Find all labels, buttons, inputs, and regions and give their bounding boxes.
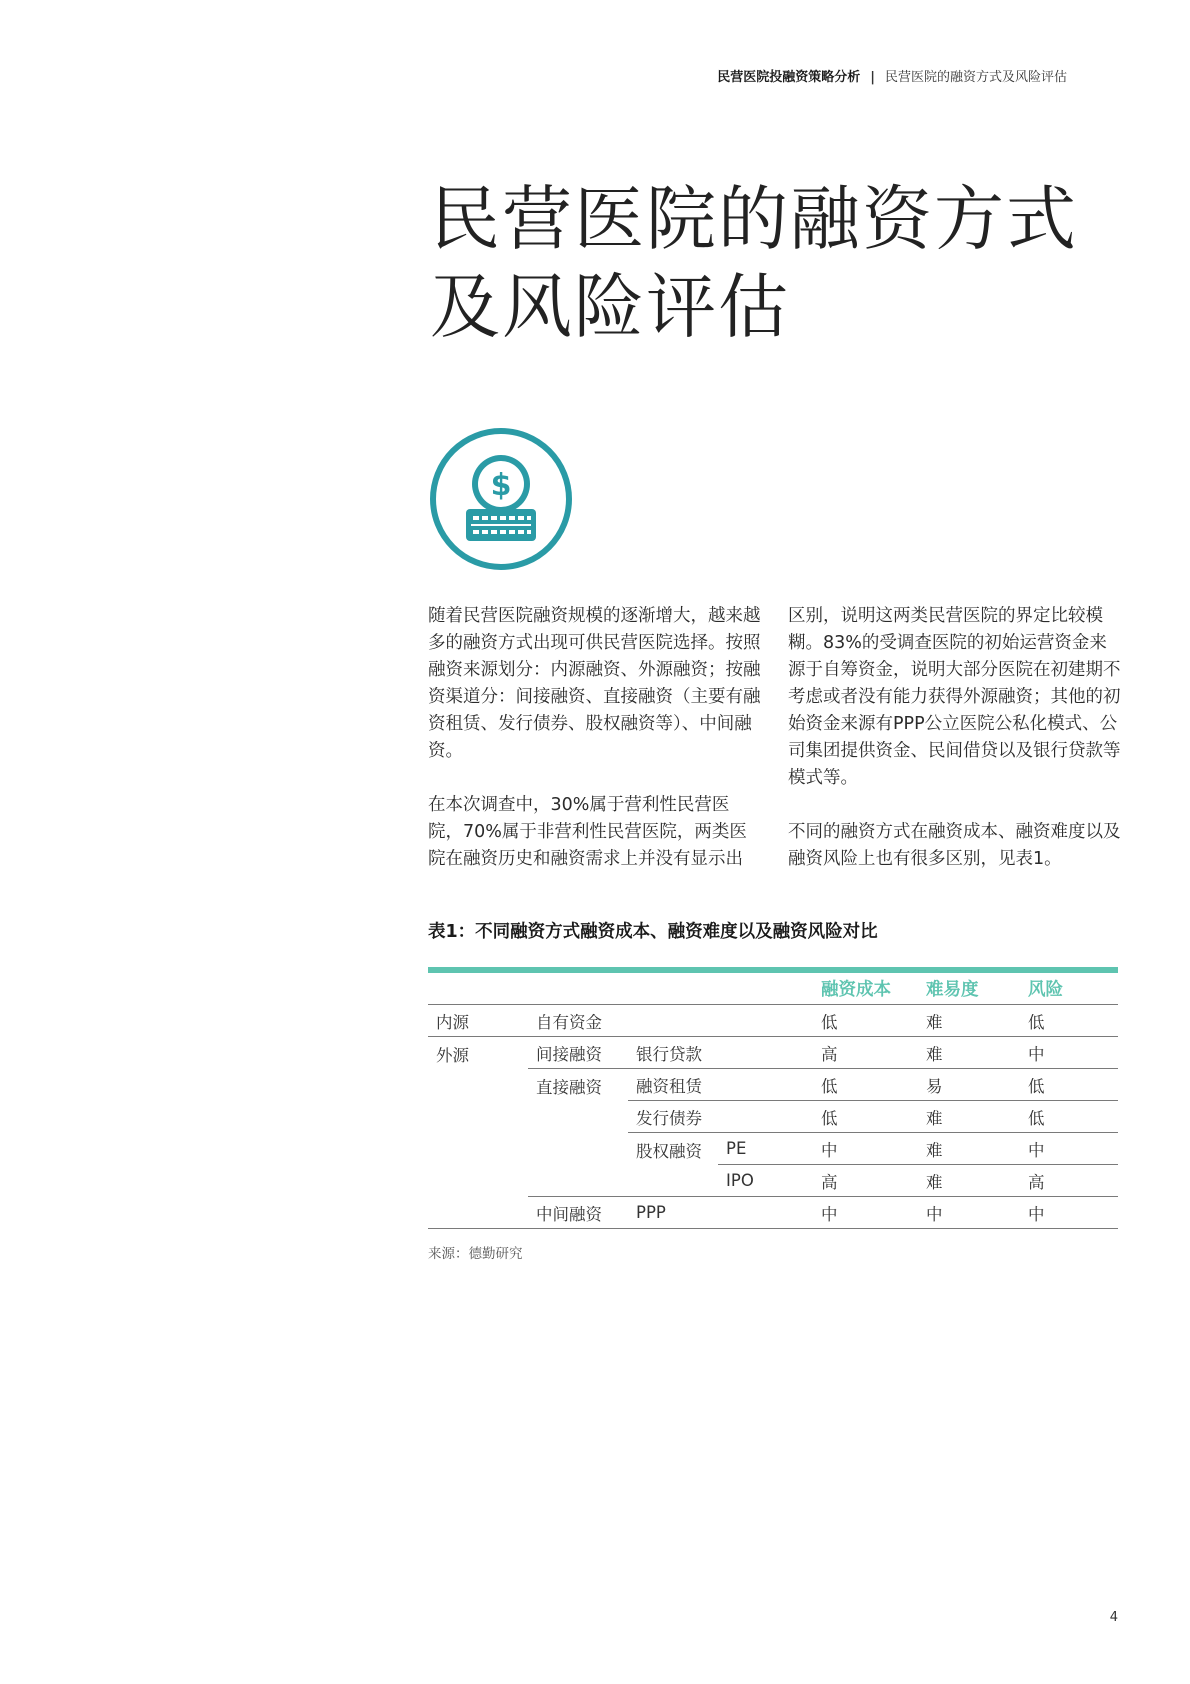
page-title-line-1: 民营医院的融资方式 — [430, 178, 1078, 260]
table-source: 来源：德勤研究 — [428, 1246, 523, 1262]
cell-cost: 低 — [813, 1069, 918, 1101]
cell-difficulty: 难 — [918, 1037, 1020, 1069]
cell-difficulty: 易 — [918, 1069, 1020, 1101]
table-caption: 表1：不同融资方式融资成本、融资难度以及融资风险对比 — [428, 922, 878, 942]
cell-zhijie: 直接融资 — [528, 1069, 628, 1197]
cell-jianjie: 间接融资 — [528, 1037, 628, 1069]
cell-difficulty: 难 — [918, 1005, 1020, 1037]
cell-guquan: 股权融资 — [628, 1133, 718, 1197]
cell-zulin: 融资租赁 — [628, 1069, 718, 1101]
cell-difficulty: 难 — [918, 1165, 1020, 1197]
cell-ppp: PPP — [628, 1197, 718, 1229]
cell-risk: 中 — [1020, 1037, 1118, 1069]
paragraph: 不同的融资方式在融资成本、融资难度以及融资风险上也有很多区别，见表1。 — [788, 822, 1121, 869]
cell-zhongjian: 中间融资 — [528, 1197, 628, 1229]
body-column-left — [428, 603, 763, 900]
cell-risk: 中 — [1020, 1197, 1118, 1229]
report-title: 民营医院投融资策略分析 — [717, 70, 861, 85]
cell-cost: 低 — [813, 1005, 918, 1037]
cell-risk: 低 — [1020, 1101, 1118, 1133]
cell-risk: 高 — [1020, 1165, 1118, 1197]
cell-risk: 低 — [1020, 1005, 1118, 1037]
cell-ziyou: 自有资金 — [528, 1005, 628, 1037]
cell-cost: 高 — [813, 1037, 918, 1069]
cell-cost: 高 — [813, 1165, 918, 1197]
cell-cost: 中 — [813, 1197, 918, 1229]
table-row — [428, 1069, 1118, 1101]
body-column-right — [788, 603, 1123, 900]
cell-cost: 低 — [813, 1101, 918, 1133]
paragraph: 区别，说明这两类民营医院的界定比较模糊。83%的受调查医院的初始运营资金来源于自筹资金，说明大部分医院在初建期不考虑或者没有能力获得外源融资；其他的初始资金来源有PPP公立医院公私化模式、公司集团提供资金、民间借贷以及银行贷款等模式等。 — [788, 606, 1121, 788]
cell-cost: 中 — [813, 1133, 918, 1165]
svg-text:$: $ — [490, 468, 512, 503]
cell-difficulty: 难 — [918, 1101, 1020, 1133]
header-cost: 融资成本 — [813, 973, 918, 1005]
table-header-row — [428, 973, 1118, 1005]
table-row — [428, 1197, 1118, 1229]
section-title: 民营医院的融资方式及风险评估 — [884, 70, 1067, 85]
comparison-table — [428, 967, 1118, 1229]
cell-risk: 中 — [1020, 1133, 1118, 1165]
running-header — [717, 66, 1067, 85]
table-row — [428, 1005, 1118, 1037]
cell-difficulty: 中 — [918, 1197, 1020, 1229]
cell-neiyuan: 内源 — [428, 1005, 528, 1037]
cell-pe: PE — [718, 1133, 813, 1165]
header-difficulty: 难易度 — [918, 973, 1020, 1005]
cell-difficulty: 难 — [918, 1133, 1020, 1165]
cell-ipo: IPO — [718, 1165, 813, 1197]
cell-risk: 低 — [1020, 1069, 1118, 1101]
cell-zhaiquan: 发行债券 — [628, 1101, 718, 1133]
cell-waiyuan: 外源 — [428, 1037, 528, 1229]
table-row — [428, 1037, 1118, 1069]
header-risk: 风险 — [1020, 973, 1118, 1005]
page-title — [430, 175, 1130, 351]
paragraph: 在本次调查中，30%属于营利性民营医院，70%属于非营利性民营医院，两类医院在融资历史和融资需求上并没有显示出 — [428, 795, 747, 869]
coin-stack-dollar-icon — [427, 425, 575, 573]
page-number: 4 — [1109, 1610, 1118, 1625]
page-title-line-2: 及风险评估 — [430, 266, 790, 348]
paragraph: 随着民营医院融资规模的逐渐增大，越来越多的融资方式出现可供民营医院选择。按照融资来源划分：内源融资、外源融资；按融资渠道分：间接融资、直接融资（主要有融资租赁、发行债券、股权融资等）、中间融资。 — [428, 606, 761, 761]
cell-yinhang: 银行贷款 — [628, 1037, 718, 1069]
header-separator: | — [870, 70, 875, 85]
